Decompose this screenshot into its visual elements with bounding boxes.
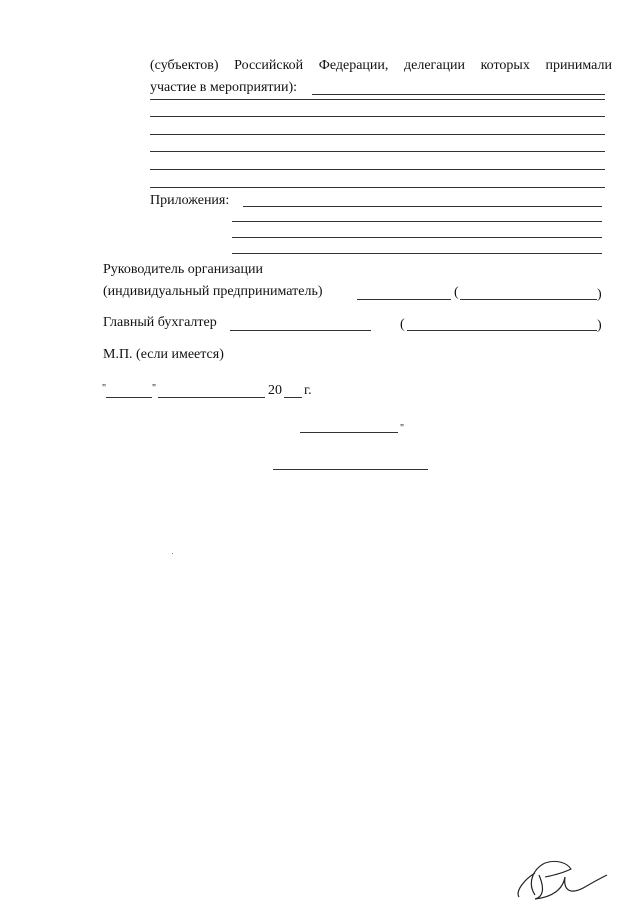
attachments-field-line[interactable] [232,253,602,254]
blank-line [273,469,428,470]
attachments-field-line[interactable] [232,221,602,222]
scan-speck [172,553,173,554]
open-paren: ( [454,285,459,300]
regions-field-line[interactable] [150,187,605,188]
blank-line [300,432,398,433]
head-label-line1: Руководитель организации [103,262,263,277]
intro-text-line1: (субъектов) Российской Федерации, делегации которых принимали [150,58,612,73]
open-paren: ( [400,317,405,332]
year-suffix: г. [304,383,312,398]
quote-mark: " [102,383,107,394]
head-label-line2: (индивидуальный предприниматель) [103,284,323,299]
regions-field-line[interactable] [150,134,605,135]
head-name-line[interactable] [460,299,597,300]
attachments-field-line[interactable] [232,237,602,238]
close-paren: ) [597,318,602,333]
attachments-field-line[interactable] [243,206,602,207]
regions-field-line[interactable] [312,94,605,95]
quote-mark: " [400,423,405,434]
accountant-label: Главный бухгалтер [103,315,217,330]
quote-mark: " [152,383,157,394]
handwritten-signature [505,855,610,900]
accountant-signature-line[interactable] [230,330,371,331]
head-signature-line[interactable] [357,299,451,300]
year-prefix: 20 [268,383,282,398]
close-paren: ) [597,287,602,302]
regions-field-line[interactable] [150,116,605,117]
attachments-label: Приложения: [150,193,230,208]
intro-text-line2: участие в мероприятии): [150,80,298,95]
date-year-line[interactable] [284,397,302,398]
accountant-name-line[interactable] [407,330,597,331]
stamp-label: М.П. (если имеется) [103,347,224,362]
regions-field-line[interactable] [150,99,605,100]
regions-field-line[interactable] [150,169,605,170]
date-day-line[interactable] [106,397,152,398]
regions-field-line[interactable] [150,151,605,152]
date-month-line[interactable] [158,397,265,398]
